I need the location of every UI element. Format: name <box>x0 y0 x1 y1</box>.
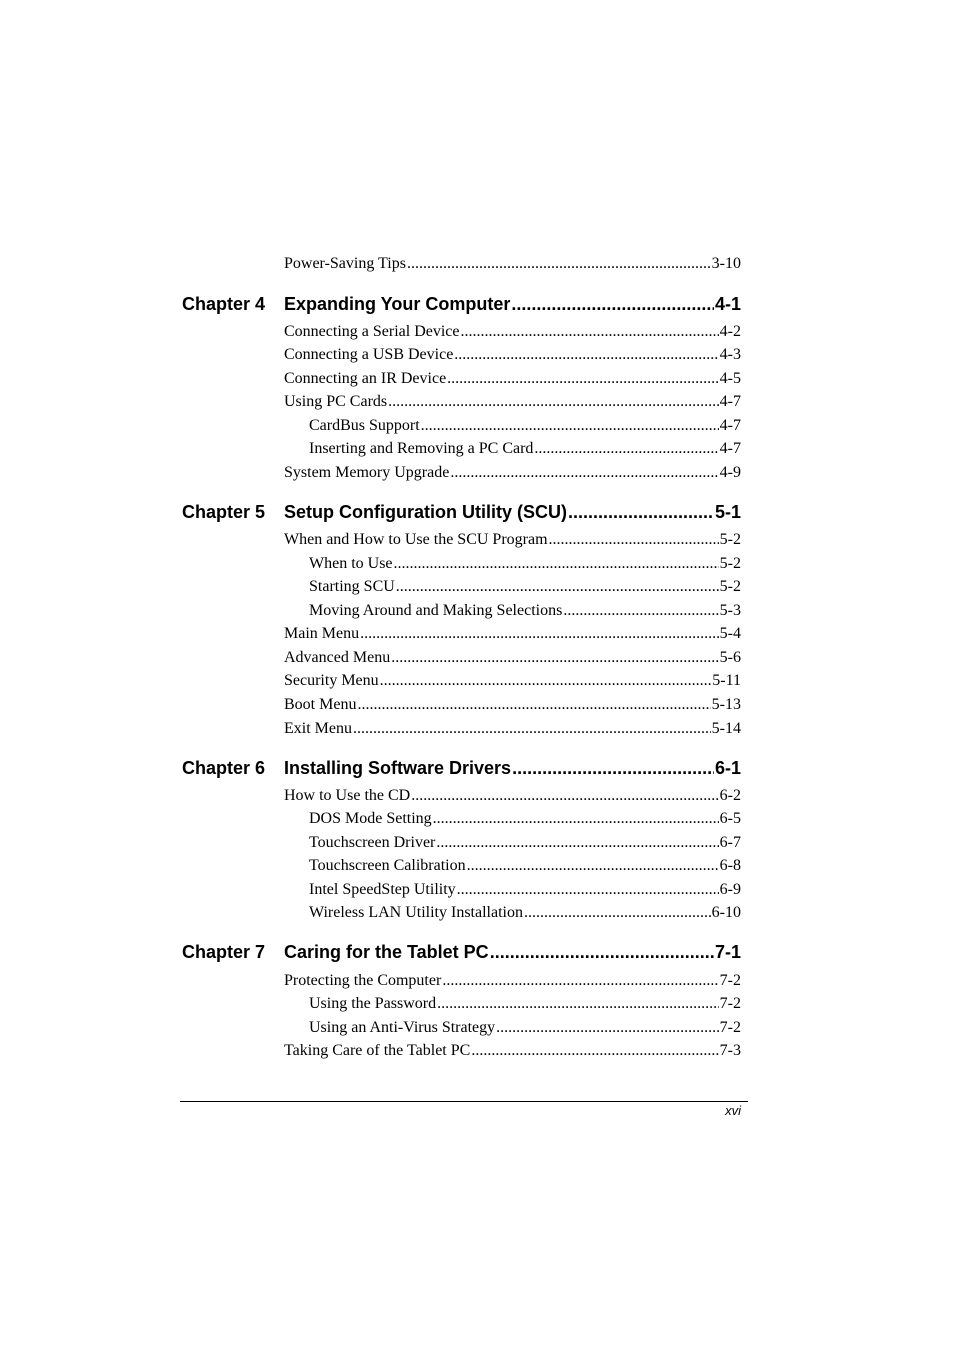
toc-entry-title: Power-Saving Tips <box>284 255 406 272</box>
dot-leader <box>396 576 719 598</box>
dot-leader <box>461 321 719 343</box>
toc-entry[interactable] <box>284 694 741 716</box>
toc-subentry[interactable] <box>309 855 741 877</box>
toc-entry[interactable] <box>284 529 741 551</box>
chapter-4-number: Chapter 4 <box>182 294 266 314</box>
toc-entry-title: Moving Around and Making Selections <box>309 602 563 619</box>
toc-subentry[interactable] <box>309 1017 741 1039</box>
toc-entry-page: 4-7 <box>719 393 741 410</box>
toc-entry-title: Using an Anti-Virus Strategy <box>309 1019 496 1036</box>
toc-entry-title: When to Use <box>309 555 393 572</box>
toc-entry-title: Boot Menu <box>284 696 357 713</box>
toc-entry-title: Starting SCU <box>309 578 395 595</box>
toc-entry-page: 4-7 <box>719 417 741 434</box>
dot-leader <box>421 415 719 437</box>
toc-entry-page: 3-10 <box>711 255 741 272</box>
toc-entry-title: Touchscreen Driver <box>309 834 436 851</box>
dot-leader <box>450 462 718 484</box>
dot-leader <box>563 600 718 622</box>
dot-leader <box>496 1017 719 1039</box>
toc-entry-page: 5-6 <box>719 649 741 666</box>
toc-subentry[interactable] <box>309 993 741 1015</box>
toc-entry-title: Connecting an IR Device <box>284 370 447 387</box>
chapter-page: 6-1 <box>714 758 741 778</box>
toc-entry-page: 5-13 <box>711 696 741 713</box>
dot-leader <box>394 553 719 575</box>
toc-entry-page: 4-5 <box>719 370 741 387</box>
toc-entry-page: 5-3 <box>719 602 741 619</box>
toc-subentry[interactable] <box>309 879 741 901</box>
chapter-5-number: Chapter 5 <box>182 502 266 522</box>
chapter-5-heading[interactable] <box>284 499 741 525</box>
toc-subentry[interactable] <box>309 902 741 924</box>
toc-entry-power-saving-tips[interactable] <box>284 253 741 275</box>
dot-leader <box>512 755 714 781</box>
toc-entry-page: 6-10 <box>711 904 741 921</box>
toc-entry-title: Protecting the Computer <box>284 972 442 989</box>
toc-entry-title: Connecting a USB Device <box>284 346 454 363</box>
toc-subentry[interactable] <box>309 438 741 460</box>
toc-entry-title: Intel SpeedStep Utility <box>309 881 456 898</box>
toc-entry-page: 4-7 <box>719 440 741 457</box>
toc-subentry[interactable] <box>309 600 741 622</box>
footer-rule <box>180 1101 748 1102</box>
toc-entry[interactable] <box>284 1040 741 1062</box>
dot-leader <box>380 670 712 692</box>
toc-entry-page: 7-2 <box>719 1019 741 1036</box>
toc-entry-title: Inserting and Removing a PC Card <box>309 440 534 457</box>
chapter-7-heading[interactable] <box>284 939 741 965</box>
toc-entry-title: Touchscreen Calibration <box>309 857 466 874</box>
chapter-page: 4-1 <box>714 294 741 314</box>
dot-leader <box>407 253 711 275</box>
toc-entry-page: 6-9 <box>719 881 741 898</box>
toc-entry-page: 7-2 <box>719 972 741 989</box>
dot-leader <box>568 499 714 525</box>
toc-entry-title: When and How to Use the SCU Program <box>284 531 548 548</box>
toc-entry[interactable] <box>284 718 741 740</box>
toc-entry-title: Using PC Cards <box>284 393 388 410</box>
dot-leader <box>511 291 714 317</box>
toc-subentry[interactable] <box>309 415 741 437</box>
dot-leader <box>360 623 719 645</box>
toc-entry-page: 5-2 <box>719 531 741 548</box>
dot-leader <box>490 939 714 965</box>
toc-entry-page: 5-2 <box>719 555 741 572</box>
dot-leader <box>524 902 711 924</box>
toc-entry-page: 7-2 <box>719 995 741 1012</box>
toc-entry-page: 6-5 <box>719 810 741 827</box>
page-number: xvi <box>725 1103 741 1118</box>
dot-leader <box>447 368 719 390</box>
chapter-page: 5-1 <box>714 502 741 522</box>
dot-leader <box>388 391 719 413</box>
toc-subentry[interactable] <box>309 576 741 598</box>
toc-subentry[interactable] <box>309 553 741 575</box>
toc-subentry[interactable] <box>309 832 741 854</box>
dot-leader <box>457 879 719 901</box>
toc-entry[interactable] <box>284 321 741 343</box>
dot-leader <box>353 718 711 740</box>
toc-entry-page: 5-4 <box>719 625 741 642</box>
toc-entry-page: 5-11 <box>712 672 741 689</box>
toc-entry-page: 6-8 <box>719 857 741 874</box>
toc-entry-page: 4-9 <box>719 464 741 481</box>
toc-entry-title: How to Use the CD <box>284 787 411 804</box>
chapter-7-number: Chapter 7 <box>182 942 266 962</box>
dot-leader <box>549 529 719 551</box>
toc-subentry[interactable] <box>309 808 741 830</box>
chapter-title: Expanding Your Computer <box>284 294 511 314</box>
toc-entry-title: Taking Care of the Tablet PC <box>284 1042 471 1059</box>
chapter-title: Setup Configuration Utility (SCU) <box>284 502 567 522</box>
toc-entry[interactable] <box>284 462 741 484</box>
toc-entry-title: Using the Password <box>309 995 437 1012</box>
dot-leader <box>534 438 718 460</box>
toc-entry-title: System Memory Upgrade <box>284 464 450 481</box>
toc-entry-page: 5-14 <box>711 720 741 737</box>
dot-leader <box>442 970 718 992</box>
toc-entry[interactable] <box>284 647 741 669</box>
chapter-title: Installing Software Drivers <box>284 758 512 778</box>
toc-entry-page: 5-2 <box>719 578 741 595</box>
dot-leader <box>436 832 718 854</box>
toc-entry-title: DOS Mode Setting <box>309 810 432 827</box>
chapter-6-heading[interactable] <box>284 755 741 781</box>
toc-entry-page: 6-7 <box>719 834 741 851</box>
dot-leader <box>471 1040 718 1062</box>
toc-entry[interactable] <box>284 391 741 413</box>
toc-entry-page: 7-3 <box>719 1042 741 1059</box>
toc-entry-title: Connecting a Serial Device <box>284 323 460 340</box>
chapter-page: 7-1 <box>714 942 741 962</box>
dot-leader <box>433 808 719 830</box>
toc-entry-title: Main Menu <box>284 625 360 642</box>
dot-leader <box>391 647 718 669</box>
toc-entry-title: Exit Menu <box>284 720 352 737</box>
dot-leader <box>437 993 719 1015</box>
toc-entry[interactable] <box>284 623 741 645</box>
toc-entry-title: CardBus Support <box>309 417 420 434</box>
toc-entry[interactable] <box>284 670 741 692</box>
toc-entry-title: Security Menu <box>284 672 379 689</box>
toc-entry[interactable] <box>284 785 741 807</box>
toc-entry[interactable] <box>284 344 741 366</box>
dot-leader <box>411 785 718 807</box>
dot-leader <box>357 694 710 716</box>
toc-entry-page: 4-2 <box>719 323 741 340</box>
chapter-title: Caring for the Tablet PC <box>284 942 489 962</box>
toc-entry[interactable] <box>284 368 741 390</box>
toc-entry-title: Advanced Menu <box>284 649 391 666</box>
toc-entry-page: 4-3 <box>719 346 741 363</box>
toc-entry[interactable] <box>284 970 741 992</box>
chapter-6-number: Chapter 6 <box>182 758 266 778</box>
toc-entry-page: 6-2 <box>719 787 741 804</box>
chapter-4-heading[interactable] <box>284 291 741 317</box>
dot-leader <box>454 344 718 366</box>
dot-leader <box>467 855 719 877</box>
toc-entry-title: Wireless LAN Utility Installation <box>309 904 523 921</box>
